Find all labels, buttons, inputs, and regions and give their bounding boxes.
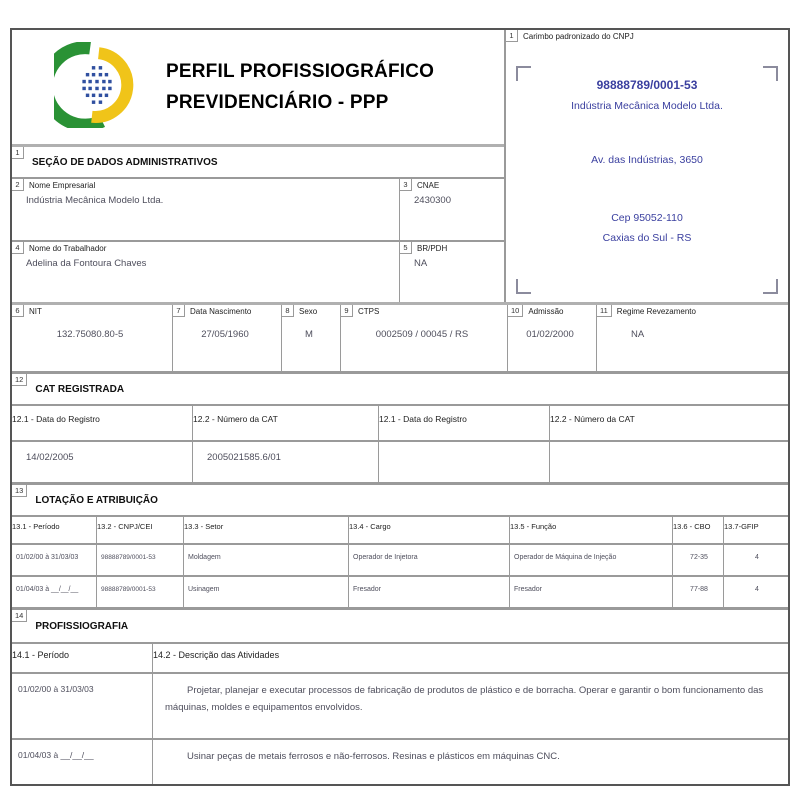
- profissiografia-row-2: [12, 740, 788, 784]
- lotacao-header-cargo: [349, 517, 510, 543]
- lotacao-row-2: [12, 577, 788, 610]
- stamp-corner-icon: [763, 279, 778, 294]
- lotacao-header-funcao: [510, 517, 673, 543]
- lotacao-row-1: [12, 545, 788, 577]
- profissiografia-descricao-value: Usinar peças de metais ferrosos e não-ferrosos. Resinas e plásticos em máquinas CNC.: [187, 751, 560, 762]
- section-12-title: CAT REGISTRADA: [35, 383, 125, 395]
- cat-header-label: 12.1 - Data do Registro: [12, 414, 100, 424]
- lotacao-cell: [510, 577, 673, 607]
- profissiografia-row-1: [12, 674, 788, 740]
- field-10-label: Admissão: [528, 307, 564, 316]
- lotacao-header-label: 13.7-GFIP: [724, 522, 759, 531]
- cat-header-row: [12, 406, 788, 442]
- profissiografia-periodo: [12, 740, 153, 784]
- lotacao-header-setor: [184, 517, 349, 543]
- field-nome-empresarial: [12, 179, 400, 240]
- cat-data-registro-2: [379, 442, 550, 482]
- lotacao-header-cbo: [673, 517, 724, 543]
- lotacao-cell: [12, 545, 97, 575]
- section-13-number: 13: [12, 485, 27, 497]
- profissiografia-periodo-value: 01/02/00 à 31/03/03: [18, 684, 94, 694]
- field-nome-trabalhador: [12, 242, 400, 303]
- field-5-value: NA: [414, 257, 428, 269]
- lotacao-cell: [12, 577, 97, 607]
- field-6-value: 132.75080.80-5: [56, 329, 124, 340]
- lotacao-header-label: 13.4 - Cargo: [349, 522, 391, 531]
- top-left-column: [12, 30, 506, 302]
- lotacao-value: Operador de Injetora: [353, 554, 418, 561]
- profissiografia-descricao: [153, 740, 788, 784]
- lotacao-header-row: [12, 517, 788, 545]
- field-8-number: 8: [282, 305, 294, 317]
- lotacao-cell: [724, 577, 788, 607]
- profissiografia-descricao-value: Projetar, planejar e executar processos de fabricação de produtos de plástico e de borracha. Operar e garantir o bom funcionamento das máquinas, moldes e equipamentos envolvidos.: [165, 685, 764, 713]
- lotacao-header-gfip: [724, 517, 788, 543]
- section-1-bar: [12, 147, 504, 179]
- lotacao-value: 77-88: [690, 586, 708, 593]
- cat-header-data-1: [12, 406, 193, 440]
- row-empresa: [12, 179, 504, 242]
- cat-value: 14/02/2005: [26, 452, 74, 463]
- field-10-number: 10: [508, 305, 523, 317]
- lotacao-value: Fresador: [353, 586, 382, 593]
- form-header: [12, 30, 504, 147]
- cat-header-numero-1: [193, 406, 379, 440]
- lotacao-value: 01/04/03 à __/__/__: [16, 586, 79, 593]
- field-7-value: 27/05/1960: [201, 329, 249, 340]
- profissiografia-header-row: [12, 644, 788, 674]
- lotacao-cell: [97, 577, 184, 607]
- lotacao-value: 4: [755, 586, 759, 593]
- lotacao-value: 01/02/00 à 31/03/03: [16, 554, 79, 561]
- field-7-label: Data Nascimento: [190, 307, 252, 316]
- section-14-number: 14: [12, 610, 27, 622]
- section-12-bar: [12, 374, 788, 406]
- row-nit: [12, 302, 788, 374]
- lotacao-value: Fresador: [514, 586, 543, 593]
- stamp-city: Caxias do Sul - RS: [602, 232, 692, 244]
- lotacao-value: Usinagem: [188, 586, 220, 593]
- field-nit: [12, 305, 173, 371]
- lotacao-value: 98888789/0001-53: [101, 586, 156, 593]
- stamp-company: Indústria Mecânica Modelo Ltda.: [571, 100, 723, 112]
- field-ctps: [341, 305, 508, 371]
- section-14-bar: [12, 610, 788, 644]
- field-11-number: 11: [597, 305, 612, 317]
- lotacao-value: Operador de Máquina de Injeção: [514, 554, 617, 561]
- field-1-label: Carimbo padronizado do CNPJ: [523, 32, 634, 41]
- field-9-value: 0002509 / 00045 / RS: [375, 329, 469, 340]
- lotacao-value: 98888789/0001-53: [101, 554, 156, 561]
- ppp-form: [10, 28, 790, 786]
- lotacao-header-label: 13.1 - Período: [12, 522, 60, 531]
- section-1-title: SEÇÃO DE DADOS ADMINISTRATIVOS: [32, 156, 218, 168]
- lotacao-cell: [97, 545, 184, 575]
- lotacao-cell: [349, 577, 510, 607]
- field-11-label: Regime Revezamento: [616, 307, 696, 316]
- lotacao-cell: [673, 545, 724, 575]
- field-3-number: 3: [400, 179, 412, 191]
- lotacao-cell: [349, 545, 510, 575]
- stamp-cep: Cep 95052-110: [611, 212, 683, 224]
- field-6-number: 6: [12, 305, 24, 317]
- field-2-number: 2: [12, 179, 24, 191]
- profissiografia-periodo: [12, 674, 153, 738]
- field-regime: [597, 305, 788, 371]
- lotacao-header-label: 13.3 - Setor: [184, 522, 224, 531]
- section-12-number: 12: [12, 374, 27, 386]
- field-9-label: CTPS: [358, 307, 380, 316]
- cat-value: [550, 442, 788, 454]
- row-trabalhador: [12, 242, 504, 303]
- top-section: [12, 30, 788, 302]
- cat-header-data-2: [379, 406, 550, 440]
- cnpj-stamp-box: [506, 30, 788, 302]
- stamp-address: Av. das Indústrias, 3650: [591, 154, 703, 166]
- stamp-corner-icon: [516, 279, 531, 294]
- field-5-number: 5: [400, 242, 412, 254]
- cat-value: [379, 442, 549, 454]
- field-3-value: 2430300: [414, 195, 451, 206]
- field-admissao: [508, 305, 597, 371]
- cat-header-label: 12.1 - Data do Registro: [379, 414, 467, 424]
- section-1-number: 1: [12, 147, 24, 159]
- field-carimbo: [506, 30, 788, 42]
- field-5-label: BR/PDH: [417, 243, 448, 253]
- cat-numero-1: [193, 442, 379, 482]
- field-11-value: NA: [631, 329, 645, 340]
- cat-numero-2: [550, 442, 788, 482]
- profissiografia-header-periodo: [12, 644, 153, 672]
- lotacao-cell: [510, 545, 673, 575]
- profissiografia-descricao: [153, 674, 788, 738]
- lotacao-header-label: 13.6 - CBO: [673, 522, 711, 531]
- field-8-value: M: [305, 329, 313, 340]
- profissiografia-periodo-value: 01/04/03 à __/__/__: [18, 750, 94, 760]
- lotacao-cell: [184, 545, 349, 575]
- previdencia-social-logo-icon: [54, 42, 140, 133]
- field-cnae: [400, 179, 504, 240]
- cat-data-registro-1: [12, 442, 193, 482]
- form-title-line1: PERFIL PROFISSIOGRÁFICO: [166, 61, 435, 82]
- cnpj-stamp-content: [506, 42, 788, 302]
- section-14-title: PROFISSIOGRAFIA: [35, 620, 129, 632]
- lotacao-value: Moldagem: [188, 554, 221, 561]
- field-1-number: 1: [506, 30, 518, 42]
- stamp-cnpj: 98888789/0001-53: [596, 78, 698, 92]
- cat-header-label: 12.2 - Número da CAT: [550, 414, 635, 424]
- stamp-corner-icon: [763, 66, 778, 81]
- form-title-line2: PREVIDENCIÁRIO - PPP: [166, 92, 389, 113]
- field-2-value: Indústria Mecânica Modelo Ltda.: [26, 195, 164, 206]
- field-data-nascimento: [173, 305, 282, 371]
- section-13-bar: [12, 485, 788, 517]
- field-7-number: 7: [173, 305, 185, 317]
- cat-value: 2005021585.6/01: [207, 452, 281, 463]
- field-9-number: 9: [341, 305, 353, 317]
- section-13-title: LOTAÇÃO E ATRIBUIÇÃO: [35, 494, 158, 506]
- field-4-label: Nome do Trabalhador: [29, 243, 107, 253]
- lotacao-cell: [724, 545, 788, 575]
- lotacao-cell: [673, 577, 724, 607]
- field-sexo: [282, 305, 341, 371]
- profissiografia-header-label: 14.1 - Período: [12, 650, 70, 660]
- form-title: [166, 56, 434, 118]
- lotacao-header-cnpj: [97, 517, 184, 543]
- profissiografia-header-label: 14.2 - Descrição das Atividades: [153, 650, 280, 660]
- field-6-label: NIT: [29, 307, 42, 316]
- field-4-value: Adelina da Fontoura Chaves: [26, 257, 147, 269]
- lotacao-value: 4: [755, 554, 759, 561]
- field-2-label: Nome Empresarial: [29, 181, 96, 190]
- field-3-label: CNAE: [417, 181, 440, 190]
- lotacao-header-label: 13.2 - CNPJ/CEI: [97, 522, 153, 531]
- field-8-label: Sexo: [299, 307, 318, 316]
- cat-values-row: [12, 442, 788, 485]
- lotacao-value: 72-35: [690, 554, 708, 561]
- lotacao-header-label: 13.5 - Função: [510, 522, 557, 531]
- lotacao-header-periodo: [12, 517, 97, 543]
- lotacao-cell: [184, 577, 349, 607]
- field-10-value: 01/02/2000: [526, 329, 574, 340]
- field-br-pdh: [400, 242, 504, 303]
- field-4-number: 4: [12, 242, 24, 254]
- cat-header-numero-2: [550, 406, 788, 440]
- profissiografia-header-descricao: [153, 644, 788, 672]
- cat-header-label: 12.2 - Número da CAT: [193, 414, 278, 424]
- stamp-corner-icon: [516, 66, 531, 81]
